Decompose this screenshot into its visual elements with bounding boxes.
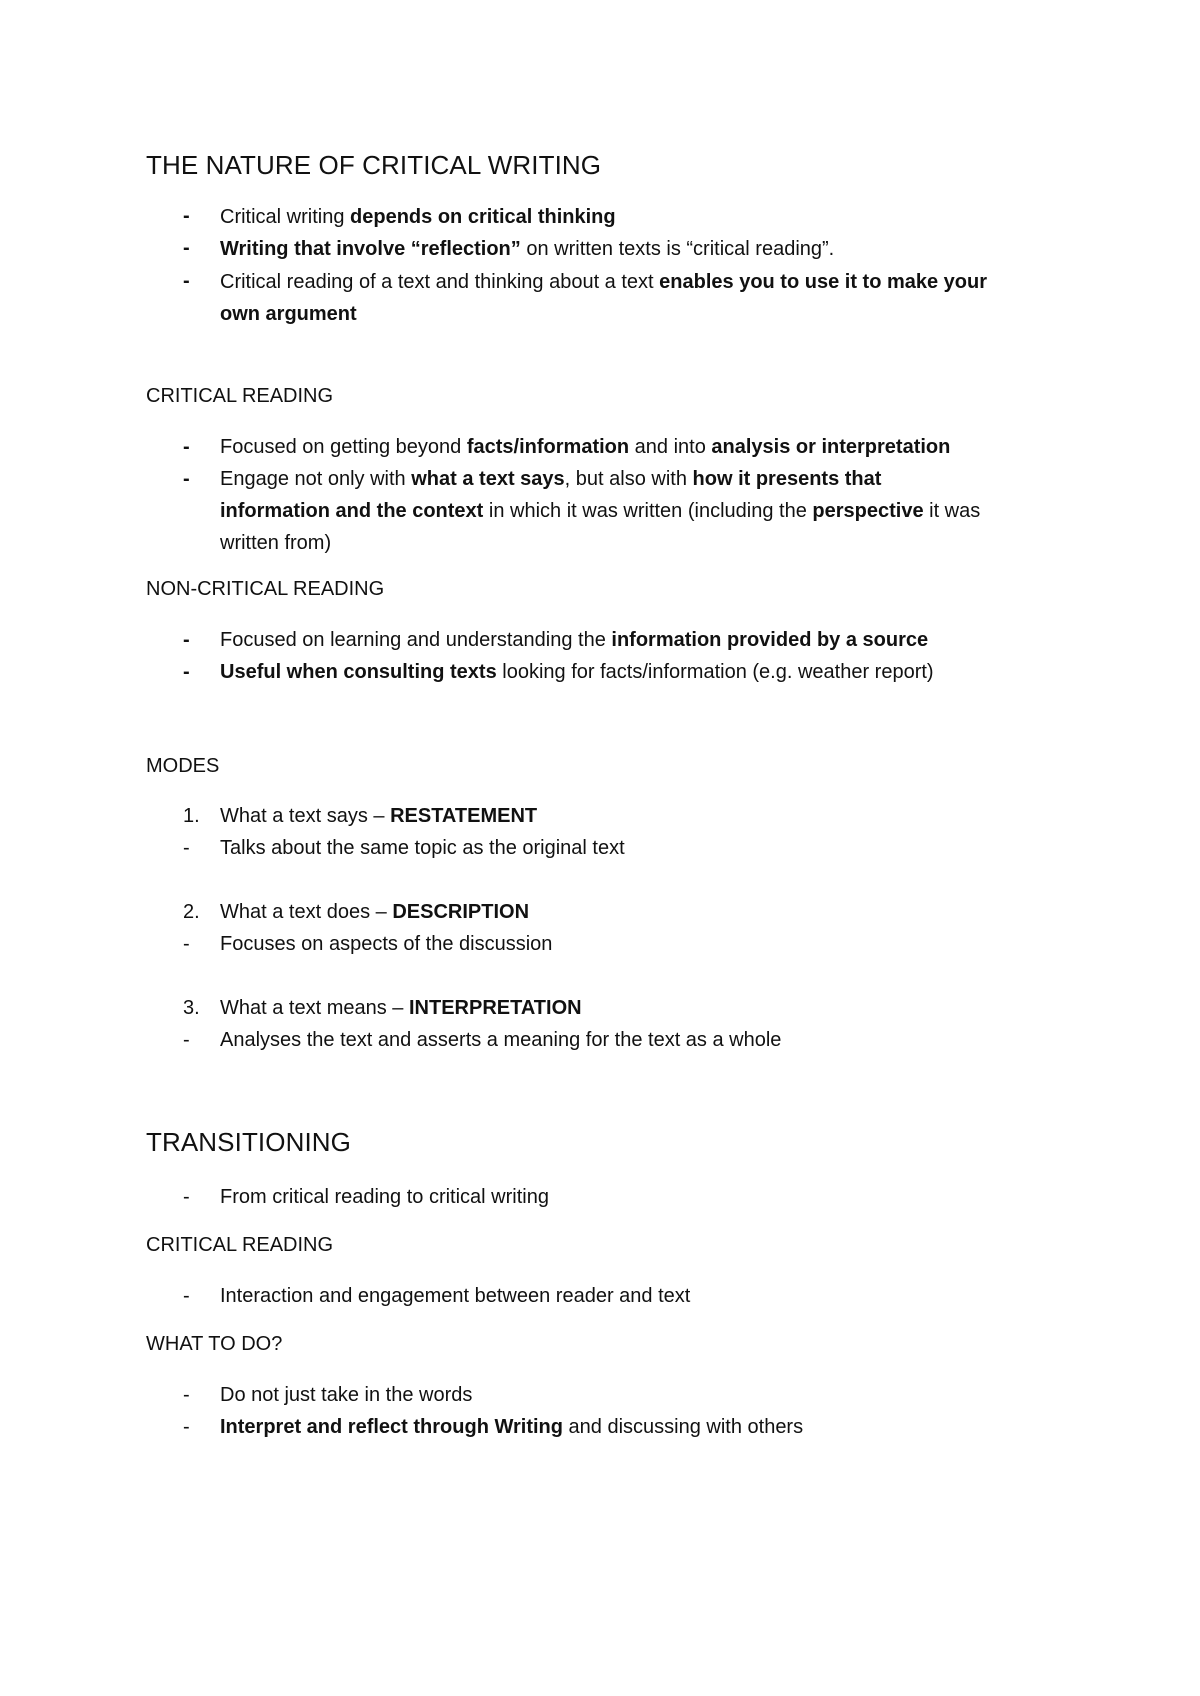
bullet-dash: - <box>183 237 190 259</box>
bullet-dash: - <box>183 933 190 955</box>
list-item: Interaction and engagement between reader and text <box>220 1285 691 1307</box>
list-item: Focuses on aspects of the discussion <box>220 933 553 955</box>
bullet-dash: - <box>183 270 190 292</box>
bullet-dash: - <box>183 661 190 683</box>
bullet-dash: - <box>183 468 190 490</box>
bullet-dash: - <box>183 629 190 651</box>
list-item: Engage not only with what a text says, but also with how it presents that <box>220 468 882 490</box>
list-item-continuation: information and the context in which it was written (including the perspective it was <box>220 500 981 522</box>
bullet-dash: - <box>183 1384 190 1406</box>
list-number: 3. <box>183 997 200 1019</box>
list-item: Do not just take in the words <box>220 1384 473 1406</box>
list-item: Critical reading of a text and thinking about a text enables you to use it to make your <box>220 271 988 293</box>
bullet-dash: - <box>183 1416 190 1438</box>
heading-transitioning: TRANSITIONING <box>146 1127 351 1157</box>
heading-nature: THE NATURE OF CRITICAL WRITING <box>146 150 602 180</box>
heading-modes: MODES <box>146 755 220 777</box>
bullet-dash: - <box>183 837 190 859</box>
heading-what-to-do: WHAT TO DO? <box>146 1333 283 1355</box>
list-item-continuation: own argument <box>220 303 357 325</box>
list-number: 1. <box>183 805 200 827</box>
list-item: From critical reading to critical writing <box>220 1186 549 1208</box>
bullet-dash: - <box>183 205 190 227</box>
list-item: Interpret and reflect through Writing and discussing with others <box>220 1416 804 1438</box>
list-item: What a text says – RESTATEMENT <box>220 805 538 827</box>
bullet-dash: - <box>183 1285 190 1307</box>
list-item: Useful when consulting texts looking for facts/information (e.g. weather report) <box>220 661 934 683</box>
list-item: What a text means – INTERPRETATION <box>220 997 582 1019</box>
bullet-dash: - <box>183 436 190 458</box>
list-item: What a text does – DESCRIPTION <box>220 901 530 923</box>
bullet-dash: - <box>183 1029 190 1051</box>
list-number: 2. <box>183 901 200 923</box>
heading-critical-reading-2: CRITICAL READING <box>146 1234 334 1256</box>
list-item: Writing that involve “reflection” on written texts is “critical reading”. <box>220 238 835 260</box>
bullet-dash: - <box>183 1186 190 1208</box>
list-item: Focused on getting beyond facts/information and into analysis or interpretation <box>220 436 951 458</box>
list-item: Talks about the same topic as the original text <box>220 837 625 859</box>
list-item-continuation: written from) <box>220 532 332 554</box>
list-item: Analyses the text and asserts a meaning for the text as a whole <box>220 1029 782 1051</box>
heading-non-critical-reading: NON-CRITICAL READING <box>146 578 385 600</box>
heading-critical-reading: CRITICAL READING <box>146 385 334 407</box>
list-item: Focused on learning and understanding the information provided by a source <box>220 629 929 651</box>
list-item: Critical writing depends on critical thinking <box>220 206 616 228</box>
